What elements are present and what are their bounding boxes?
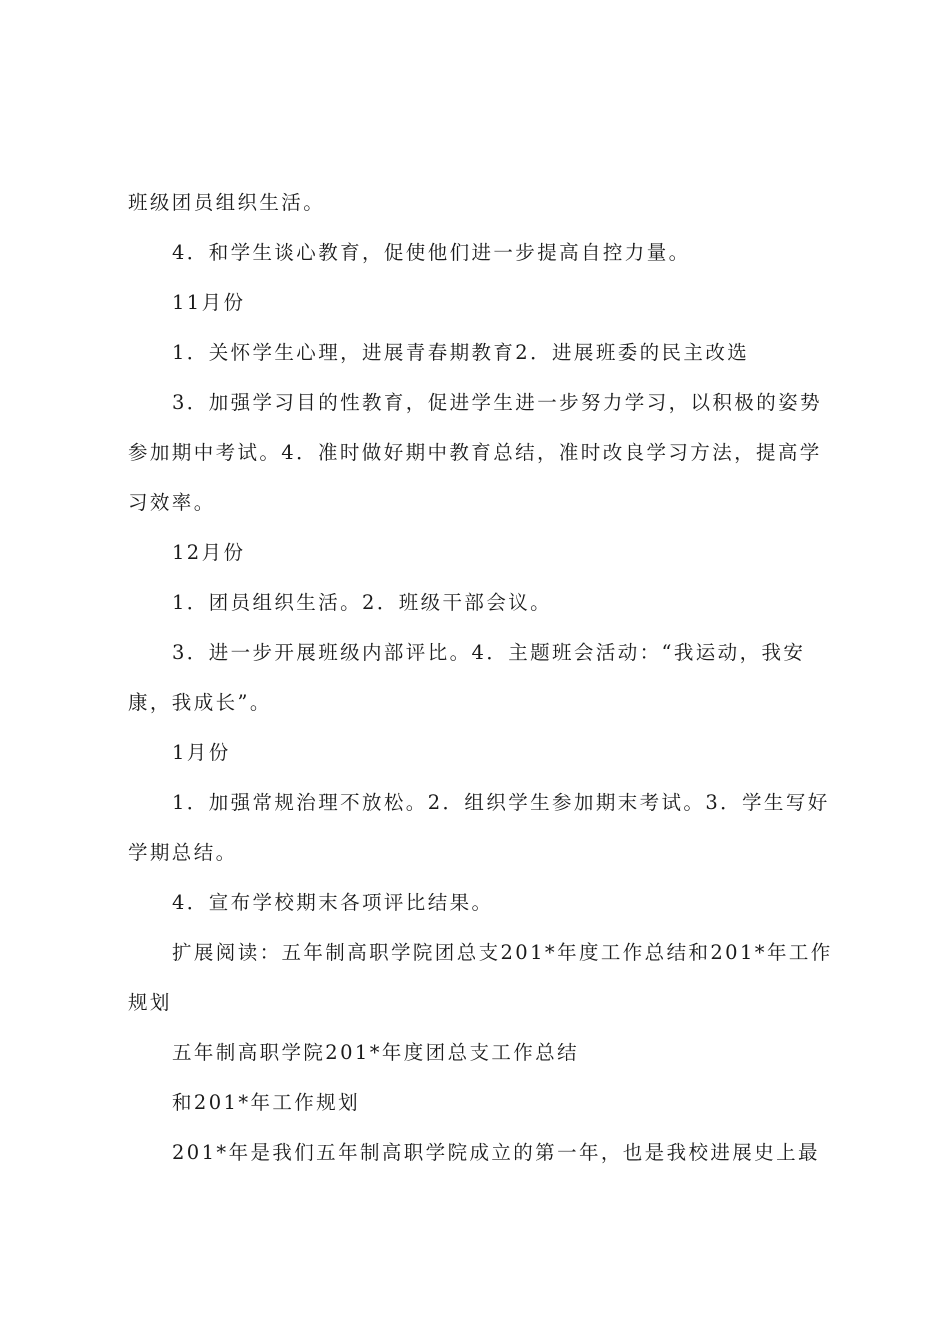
body-paragraph: 201*年是我们五年制高职学院成立的第一年，也是我校进展史上最	[172, 1141, 820, 1164]
text-line: 学期总结。	[128, 841, 238, 864]
list-item-4-january: 4．宣布学校期末各项评比结果。	[172, 891, 494, 914]
list-item-4-talk: 4．和学生谈心教育，促使他们进一步提高自控力量。	[172, 241, 691, 264]
section-subtitle: 和201*年工作规划	[172, 1091, 360, 1114]
text-line: 班级团员组织生活。	[128, 191, 326, 214]
month-heading-november: 11月份	[172, 291, 246, 314]
list-item-1-december: 1．团员组织生活。2．班级干部会议。	[172, 591, 553, 614]
extended-reading-heading: 扩展阅读：五年制高职学院团总支201*年度工作总结和201*年工作	[172, 941, 833, 964]
list-item-1-november: 1．关怀学生心理，进展青春期教育2．进展班委的民主改选	[172, 341, 750, 364]
document-body	[128, 178, 832, 1178]
text-line: 规划	[128, 991, 172, 1014]
list-item-3-november: 3．加强学习目的性教育，促进学生进一步努力学习，以积极的姿势	[172, 391, 822, 414]
month-heading-december: 12月份	[172, 541, 246, 564]
month-heading-january: 1月份	[172, 741, 231, 764]
text-line: 习效率。	[128, 491, 216, 514]
section-title: 五年制高职学院201*年度团总支工作总结	[172, 1041, 579, 1064]
text-line: 参加期中考试。4．准时做好期中教育总结，准时改良学习方法，提高学	[128, 441, 822, 464]
text-line: 康，我成长”。	[128, 691, 272, 714]
list-item-1-january: 1．加强常规治理不放松。2．组织学生参加期末考试。3．学生写好	[172, 791, 830, 814]
list-item-3-december: 3．进一步开展班级内部评比。4．主题班会活动：“我运动，我安	[172, 641, 806, 664]
